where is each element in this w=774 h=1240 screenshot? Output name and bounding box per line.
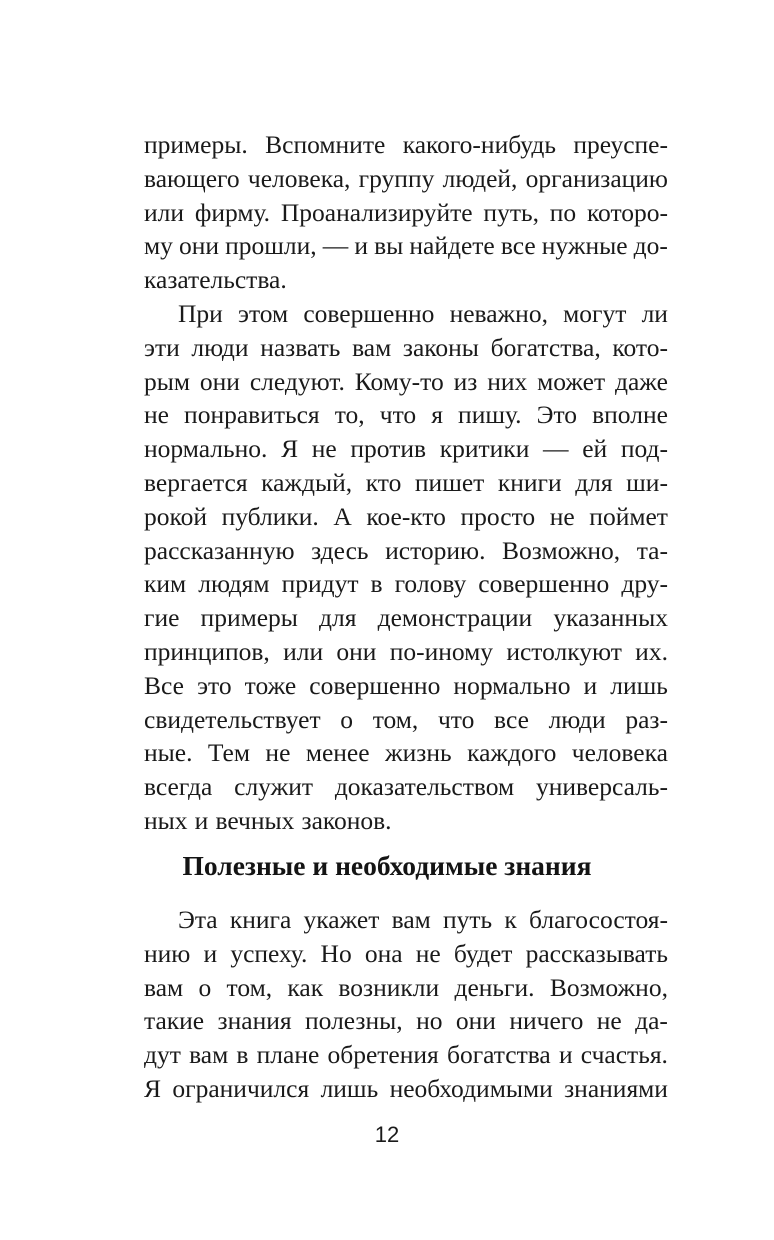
word: истолкуют: [506, 636, 622, 666]
word: Я: [144, 1073, 162, 1103]
word: ограничился: [172, 1073, 310, 1103]
word: придут: [281, 569, 359, 599]
text-line: [144, 263, 668, 297]
word: фирму.: [194, 197, 271, 227]
word: ничего: [509, 1006, 584, 1036]
text-line: [144, 937, 668, 971]
word: под-: [620, 434, 668, 464]
word: и: [583, 670, 598, 700]
text-line: [144, 567, 668, 601]
word: богатства,: [490, 332, 601, 362]
word: Возможно,: [502, 535, 621, 565]
text-line: [144, 703, 668, 737]
word: в: [236, 1040, 249, 1070]
word: благосостоя-: [529, 905, 668, 934]
word: людей,: [442, 163, 518, 193]
word: по-иному: [389, 636, 494, 666]
word: эти: [144, 332, 180, 362]
word: прошли,: [225, 231, 317, 261]
word: Кому-то: [354, 366, 444, 396]
word: но: [416, 1006, 443, 1036]
word: казательства.: [144, 265, 287, 295]
word: она: [364, 938, 403, 968]
word: каждый,: [261, 467, 353, 497]
word: деньги.: [454, 972, 535, 1002]
text-line: [144, 601, 668, 635]
word: может: [537, 366, 606, 396]
word: даже: [615, 366, 668, 396]
word: по: [549, 197, 577, 227]
word: ные.: [144, 738, 193, 768]
word: найдете: [409, 231, 495, 261]
word: них: [487, 366, 528, 396]
text-line: [144, 534, 668, 568]
word: не: [596, 1006, 622, 1036]
word: или: [283, 636, 324, 666]
word: му: [144, 231, 173, 261]
word: историю.: [385, 535, 486, 565]
word: полезны,: [305, 1006, 403, 1036]
word: они: [455, 1006, 496, 1036]
word: совершенно: [309, 670, 441, 700]
word: знаниями: [564, 1073, 668, 1103]
word: Эта: [178, 905, 218, 934]
word: о: [340, 704, 354, 734]
word: не: [415, 938, 441, 968]
word: в: [370, 569, 383, 599]
word: плане: [256, 1040, 320, 1070]
word: доказательством: [334, 772, 515, 802]
word: лишь: [610, 670, 668, 700]
word: том,: [226, 972, 273, 1002]
word: голову: [394, 569, 467, 599]
word: универсаль-: [535, 772, 668, 802]
word: они: [199, 366, 240, 396]
word: гие: [144, 603, 180, 633]
text-line: [144, 297, 668, 331]
word: публики.: [221, 501, 319, 531]
word: Проанализируйте: [280, 197, 473, 227]
text-line: [144, 1038, 668, 1072]
word: примеры.: [144, 130, 248, 159]
section-heading: Полезные и необходимые знания: [182, 850, 592, 881]
word: жизнь: [385, 738, 452, 768]
text-line: [144, 1072, 668, 1106]
text-line: [144, 128, 668, 162]
word: законы: [402, 332, 479, 362]
word: этом: [238, 299, 289, 328]
word: до-: [633, 231, 668, 261]
word: пишу.: [458, 400, 522, 430]
word: не: [549, 501, 575, 531]
word: не: [265, 738, 291, 768]
text-line: [144, 432, 668, 466]
word: ли: [641, 299, 668, 328]
word: лишь: [320, 1073, 379, 1103]
word: богатства: [446, 1040, 551, 1070]
word: все: [500, 231, 536, 261]
word: рассказанную: [144, 535, 295, 565]
word: каждого: [467, 738, 557, 768]
word: нормально: [453, 670, 571, 700]
word: это: [197, 670, 232, 700]
paragraph-1: [144, 128, 668, 297]
word: служит: [234, 772, 314, 802]
word: вполне: [592, 400, 668, 430]
word: свидетельствует: [144, 704, 321, 734]
word: —: [322, 231, 349, 261]
text-line: [144, 500, 668, 534]
text-line: [144, 331, 668, 365]
word: да-: [635, 1006, 668, 1036]
word: указанных: [553, 603, 668, 633]
word: путь,: [483, 197, 539, 227]
word: для: [319, 603, 357, 633]
word: необходимыми: [389, 1073, 553, 1103]
word: к: [504, 905, 517, 934]
word: и: [203, 938, 218, 968]
word: Возможно,: [549, 972, 668, 1002]
word: вам: [352, 332, 392, 362]
paragraph-2: [144, 297, 668, 838]
word: поймет: [589, 501, 668, 531]
word: раз-: [625, 704, 668, 734]
text-line: [144, 466, 668, 500]
word: вам: [391, 905, 431, 934]
word: против: [350, 434, 427, 464]
text-line: [144, 1004, 668, 1038]
text-line: [144, 196, 668, 230]
word: я: [431, 400, 443, 430]
word: как: [287, 972, 324, 1002]
word: которо-: [586, 197, 668, 227]
word: не: [144, 400, 169, 430]
word: При: [178, 299, 223, 328]
word: все: [494, 704, 529, 734]
text-line: [144, 398, 668, 432]
word: могут: [563, 299, 627, 328]
word: просто: [460, 501, 536, 531]
word: Все: [144, 670, 184, 700]
text-line: [144, 804, 668, 838]
word: кто: [365, 467, 402, 497]
word: вергается: [144, 467, 248, 497]
word: вы: [374, 231, 404, 261]
text-line: [144, 903, 668, 937]
word: Тем: [207, 738, 250, 768]
word: что: [379, 400, 417, 430]
word: дут: [144, 1040, 181, 1070]
word: или: [144, 197, 185, 227]
word: вающего: [144, 163, 240, 193]
text-line: [144, 736, 668, 770]
word: нужные: [541, 231, 628, 261]
word: А: [333, 501, 352, 531]
word: —: [543, 434, 569, 464]
word: из: [453, 366, 478, 396]
word: человека: [571, 738, 668, 768]
word: и: [354, 231, 368, 261]
text-line: [144, 770, 668, 804]
word: о: [198, 972, 212, 1002]
text-line: [144, 365, 668, 399]
word: следуют.: [249, 366, 345, 396]
word: кото-: [612, 332, 668, 362]
paragraph-3: [144, 903, 668, 1106]
word: успеху.: [230, 938, 308, 968]
word: Я: [281, 434, 299, 464]
word: здесь: [311, 535, 369, 565]
word: люди: [548, 704, 606, 734]
word: понравиться: [184, 400, 320, 430]
text-line: [144, 635, 668, 669]
text-line: [144, 971, 668, 1005]
word: нормально.: [144, 434, 268, 464]
text-line: [144, 162, 668, 196]
word: совершенно: [478, 569, 610, 599]
word: и: [558, 1040, 573, 1070]
word: том,: [372, 704, 419, 734]
word: и: [194, 805, 209, 835]
page-number: 12: [374, 1122, 400, 1147]
word: законов.: [301, 805, 392, 835]
word: они: [336, 636, 377, 666]
word: дру-: [621, 569, 668, 599]
word: примеры: [200, 603, 298, 633]
word: книги: [497, 467, 562, 497]
word: знания: [217, 1006, 292, 1036]
word: рым: [144, 366, 191, 396]
word: критики: [439, 434, 530, 464]
word: счастья.: [580, 1040, 668, 1070]
word: менее: [305, 738, 370, 768]
word: рассказывать: [525, 938, 668, 968]
word: группу: [358, 163, 435, 193]
word: люди: [191, 332, 249, 362]
word: книга: [229, 905, 292, 934]
word: тоже: [244, 670, 297, 700]
word: демонстрации: [377, 603, 533, 633]
word: людям: [198, 569, 270, 599]
word: организацию: [525, 163, 668, 193]
word: их.: [635, 636, 668, 666]
word: укажет: [303, 905, 380, 934]
word: неважно,: [449, 299, 548, 328]
word: человека,: [247, 163, 351, 193]
word: назвать: [260, 332, 341, 362]
word: всегда: [144, 772, 213, 802]
word: ей: [582, 434, 608, 464]
word: будет: [453, 938, 513, 968]
word: какого-нибудь: [402, 130, 556, 159]
word: ким: [144, 569, 187, 599]
word: ши-: [626, 467, 668, 497]
word: ных: [144, 805, 188, 835]
text-line: [144, 669, 668, 703]
word: та-: [636, 535, 668, 565]
word: возникли: [338, 972, 440, 1002]
word: не: [311, 434, 337, 464]
word: принципов,: [144, 636, 270, 666]
word: нию: [144, 938, 191, 968]
text-line: [144, 229, 668, 263]
word: преуспе-: [573, 130, 668, 159]
word: кое-кто: [366, 501, 446, 531]
word: вам: [144, 972, 184, 1002]
word: путь: [443, 905, 493, 934]
word: совершенно: [303, 299, 435, 328]
word: они: [178, 231, 220, 261]
word: такие: [144, 1006, 205, 1036]
word: обретения: [327, 1040, 439, 1070]
word: рокой: [144, 501, 207, 531]
word: то,: [334, 400, 365, 430]
word: вечных: [215, 805, 295, 835]
word: что: [437, 704, 475, 734]
word: Это: [536, 400, 578, 430]
word: вам: [189, 1040, 229, 1070]
word: для: [575, 467, 613, 497]
word: Но: [320, 938, 352, 968]
word: пишет: [414, 467, 485, 497]
word: Вспомните: [265, 130, 386, 159]
